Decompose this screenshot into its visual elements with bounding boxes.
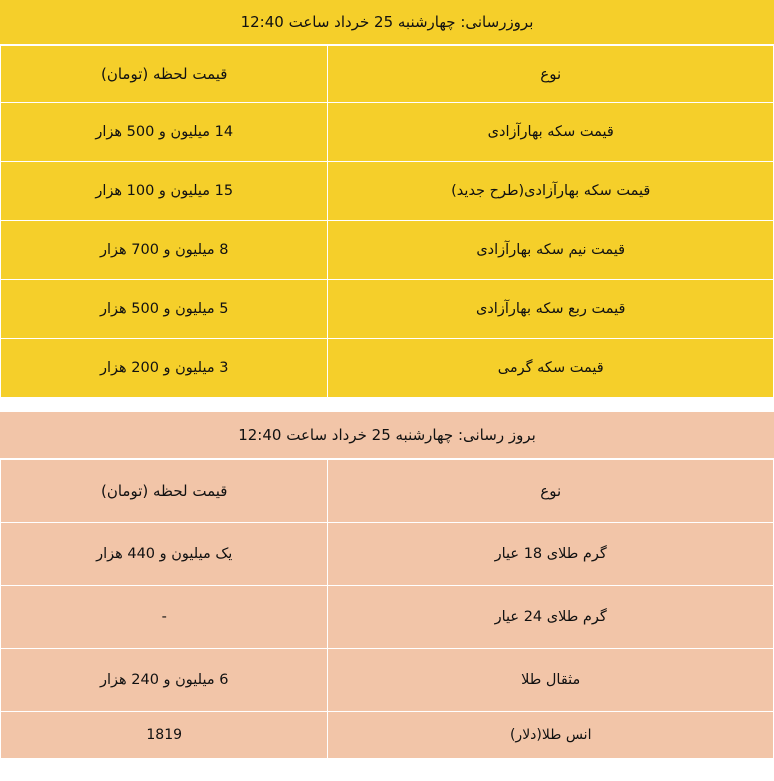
table-row xyxy=(1,712,774,759)
gold-header-price: قیمت لحظه (تومان) xyxy=(1,459,328,523)
gold-row-type: گرم طلای 24 عیار xyxy=(328,586,774,649)
coin-row-type: قیمت سکه بهارآزادی xyxy=(328,103,774,162)
coin-row-price: 14 میلیون و 500 هزار xyxy=(1,103,328,162)
coin-update-label: بروزرسانی: چهارشنبه 25 خرداد ساعت 12:40 xyxy=(1,0,774,45)
table-row xyxy=(1,280,774,339)
table-row xyxy=(1,103,774,162)
gold-update-label: بروز رسانی: چهارشنبه 25 خرداد ساعت 12:40 xyxy=(1,412,774,459)
gold-row-price: یک میلیون و 440 هزار xyxy=(1,523,328,586)
table-row xyxy=(1,523,774,586)
coin-row-price: 15 میلیون و 100 هزار xyxy=(1,162,328,221)
gold-header-type: نوع xyxy=(328,459,774,523)
gold-row-type: گرم طلای 18 عیار xyxy=(328,523,774,586)
gold-header-row xyxy=(1,459,774,523)
coin-header-row xyxy=(1,45,774,103)
coin-row-price: 5 میلیون و 500 هزار xyxy=(1,280,328,339)
gold-price-table xyxy=(0,412,774,759)
coin-row-type: قیمت سکه بهارآزادی(طرح جدید) xyxy=(328,162,774,221)
table-row xyxy=(1,649,774,712)
coin-row-type: قیمت سکه گرمی xyxy=(328,339,774,398)
table-divider xyxy=(0,398,774,412)
gold-row-price: 6 میلیون و 240 هزار xyxy=(1,649,328,712)
table-row xyxy=(1,221,774,280)
gold-update-row xyxy=(1,412,774,459)
table-row xyxy=(1,339,774,398)
table-row xyxy=(1,162,774,221)
gold-row-type: مثقال طلا xyxy=(328,649,774,712)
coin-header-type: نوع xyxy=(328,45,774,103)
table-row xyxy=(1,586,774,649)
gold-row-price: - xyxy=(1,586,328,649)
gold-row-price: 1819 xyxy=(1,712,328,759)
coin-row-price: 3 میلیون و 200 هزار xyxy=(1,339,328,398)
coin-row-price: 8 میلیون و 700 هزار xyxy=(1,221,328,280)
gold-row-type: انس طلا(دلار) xyxy=(328,712,774,759)
coin-row-type: قیمت ربع سکه بهارآزادی xyxy=(328,280,774,339)
coin-row-type: قیمت نیم سکه بهارآزادی xyxy=(328,221,774,280)
coin-update-row xyxy=(1,0,774,45)
coin-header-price: قیمت لحظه (تومان) xyxy=(1,45,328,103)
